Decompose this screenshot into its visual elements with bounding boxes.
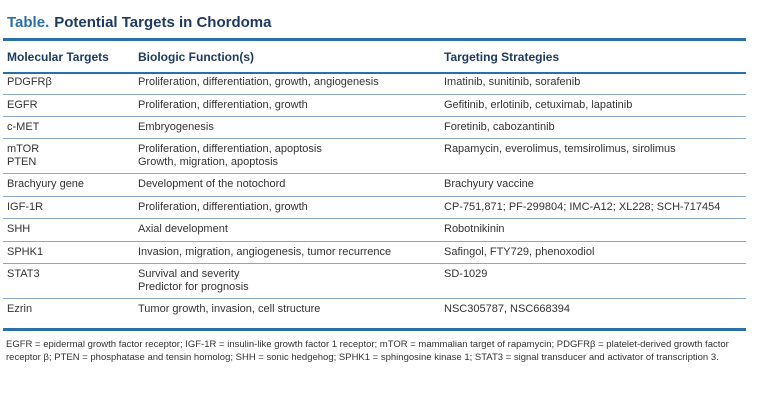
table-footnote: EGFR = epidermal growth factor receptor; IGF-1R = insulin-like growth factor 1 receptor; mTOR = mammalian target of rapamycin; PDGFRβ = platelet-derived growth factor receptor β; PTEN = phosphatase and tensin homolog; SHH = sonic hedgehog; SPHK1 = sphingosine kinase 1; STAT3 = signal transducer and activator of transcription 3.: [6, 339, 729, 363]
cell-function-text: Predictor for prognosis: [138, 280, 249, 293]
cell-target: [3, 241, 134, 263]
cell-strategy-text: NSC305787, NSC668394: [444, 302, 570, 315]
header-row: [3, 41, 746, 72]
table-row: [3, 173, 746, 196]
cell-function-text: Axial development: [138, 222, 228, 235]
cell-strategy: [440, 94, 746, 116]
table-title: [7, 14, 271, 31]
cell-strategy-text: Safingol, FTY729, phenoxodiol: [444, 245, 595, 258]
cell-target-text: Ezrin: [7, 302, 33, 315]
cell-function-text: Growth, migration, apoptosis: [138, 155, 279, 168]
cell-function: [134, 263, 440, 298]
cell-target: [3, 116, 134, 138]
cell-target-text: IGF-1R: [7, 200, 44, 213]
table-title-text: Potential Targets in Chordoma: [54, 14, 272, 31]
cell-target-text: PTEN: [7, 155, 37, 168]
cell-strategy: [440, 116, 746, 138]
cell-function: [134, 173, 440, 196]
table-label: Table.: [7, 14, 50, 31]
table-row: [3, 298, 746, 321]
cell-target-text: c-MET: [7, 120, 40, 133]
table-row: [3, 94, 746, 116]
cell-function-text: Invasion, migration, angiogenesis, tumor recurrence: [138, 245, 392, 258]
cell-strategy-text: CP-751,871; PF-299804; IMC-A12; XL228; SCH-717454: [444, 200, 721, 213]
cell-function-text: Proliferation, differentiation, growth, angiogenesis: [138, 76, 379, 88]
column-header-targets: Molecular Targets: [7, 49, 109, 64]
table-row: [3, 241, 746, 263]
cell-target: [3, 196, 134, 218]
table-row: [3, 218, 746, 241]
cell-function-text: Proliferation, differentiation, growth: [138, 200, 308, 213]
cell-strategy: [440, 72, 746, 94]
cell-strategy-text: Robotnikinin: [444, 222, 505, 235]
cell-function: [134, 72, 440, 94]
cell-function: [134, 138, 440, 173]
cell-target-text: mTOR: [7, 142, 40, 155]
cell-strategy: [440, 218, 746, 241]
table-row: [3, 263, 746, 298]
cell-function: [134, 94, 440, 116]
cell-strategy-text: Foretinib, cabozantinib: [444, 120, 555, 133]
cell-function-text: Proliferation, differentiation, growth: [138, 98, 308, 111]
cell-function: [134, 241, 440, 263]
table-row: [3, 196, 746, 218]
cell-strategy: [440, 263, 746, 298]
cell-target: [3, 218, 134, 241]
cell-function: [134, 116, 440, 138]
cell-strategy-text: Gefitinib, erlotinib, cetuximab, lapatinib: [444, 98, 633, 111]
cell-target-text: SPHK1: [7, 245, 44, 258]
cell-target-text: EGFR: [7, 98, 38, 111]
cell-strategy-text: Rapamycin, everolimus, temsirolimus, sirolimus: [444, 142, 676, 155]
cell-function-text: Development of the notochord: [138, 177, 286, 190]
cell-target: [3, 173, 134, 196]
table-row: [3, 116, 746, 138]
cell-strategy: [440, 173, 746, 196]
cell-function-text: Tumor growth, invasion, cell structure: [138, 302, 321, 315]
cell-function: [134, 196, 440, 218]
column-header-strategies: Targeting Strategies: [444, 49, 560, 64]
cell-target: [3, 263, 134, 298]
cell-target: [3, 94, 134, 116]
cell-target-text: Brachyury gene: [7, 177, 85, 190]
column-header-function: Biologic Function(s): [138, 49, 254, 64]
cell-target-text: SHH: [7, 222, 31, 235]
cell-strategy: [440, 241, 746, 263]
cell-target-text: PDGFRβ: [7, 76, 52, 88]
targets-table: [3, 41, 746, 321]
cell-function-text: Survival and severity: [138, 267, 240, 280]
table-row: [3, 138, 746, 173]
cell-function: [134, 218, 440, 241]
cell-target-text: STAT3: [7, 267, 40, 280]
table-row: [3, 72, 746, 94]
cell-target: [3, 138, 134, 173]
cell-target: [3, 298, 134, 321]
cell-function-text: Embryogenesis: [138, 120, 214, 133]
bottom-rule: [3, 328, 746, 331]
cell-strategy: [440, 298, 746, 321]
cell-function: [134, 298, 440, 321]
cell-strategy-text: Brachyury vaccine: [444, 177, 534, 190]
cell-target: [3, 72, 134, 94]
cell-strategy: [440, 196, 746, 218]
cell-strategy-text: Imatinib, sunitinib, sorafenib: [444, 76, 581, 88]
cell-strategy: [440, 138, 746, 173]
cell-strategy-text: SD-1029: [444, 267, 488, 280]
cell-function-text: Proliferation, differentiation, apoptosis: [138, 142, 322, 155]
